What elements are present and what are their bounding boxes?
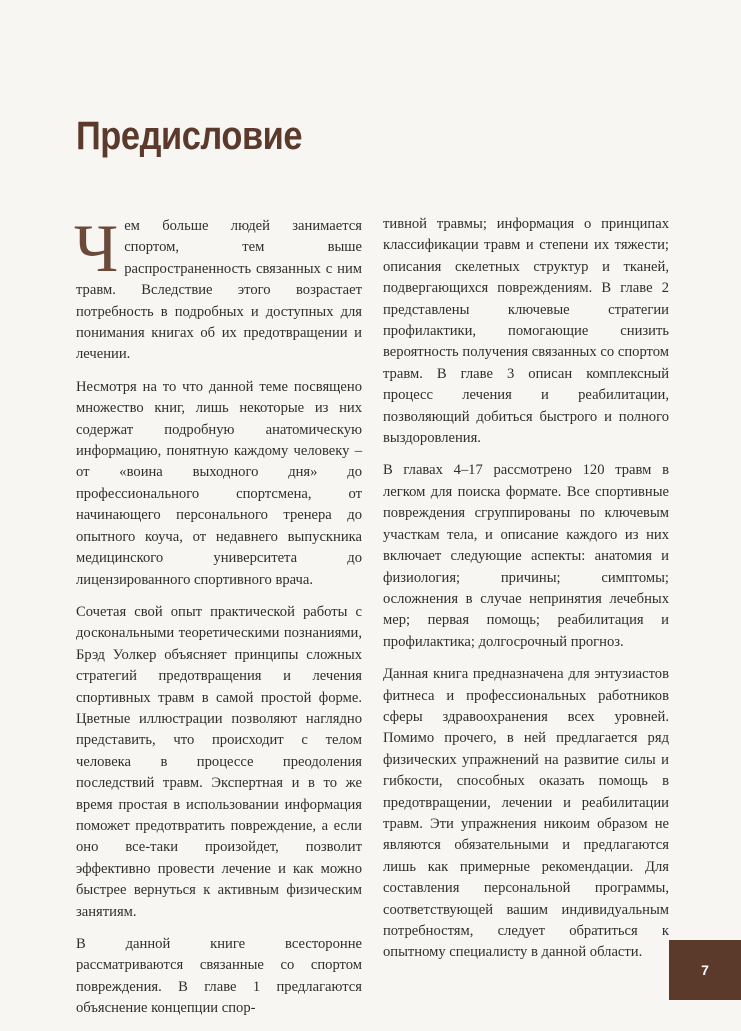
drop-cap: Ч	[74, 210, 119, 286]
paragraph-intro-text: ем больше людей занимается спортом, тем выше распространенность связанных с ним травм. Вследствие этого возрастает потребность в подробных и доступных для понимания книгах об их предотвращении и лечении.	[76, 218, 362, 363]
text-column-right	[383, 214, 669, 975]
page-number: 7	[701, 962, 709, 978]
text-column-left	[74, 210, 362, 1031]
paragraph: В главах 4–17 рассмотрено 120 травм в легком для поиска формате. Все спортивные повреждения сгруппированы по ключевым участкам тела, и описание каждого из них включает следующие аспекты: анатомия и физиология; причины; симптомы; осложнения в случае непринятия лечебных мер; первая помощь; реабилитация и профилактика; долгосрочный прогноз.	[383, 462, 669, 650]
paragraph: Данная книга предназначена для энтузиастов фитнеса и профессиональных работников сферы здравоохранения всех уровней. Помимо прочего, в ней предлагается ряд физических упражнений на развитие силы и гибкости, способных оказать помощь в предотвращении, лечении и реабилитации травм. Эти упражнения никоим образом не являются обязательными и предлагаются лишь как примерные рекомендации. Для составления персональной программы, соответствующей вашим индивидуальным потребностям, следует обратиться к опытному специалисту в данной области.	[383, 666, 669, 961]
page-number-tab	[669, 940, 741, 1000]
paragraph: Сочетая свой опыт практической работы с доскональными теоретическими познаниями, Брэд Уолкер объясняет принципы сложных стратегий предотвращения и лечения спортивных травм в самой простой форме. Цветные иллюстрации позволяют наглядно представить, что происходит с телом человека в процессе преодоления последствий травм. Экспертная и в то же время простая в использовании информация поможет предотвратить повреждение, а если оно все-таки произойдет, позволит эффективно провести лечение и как можно быстрее вернуться к активным физическим занятиям.	[76, 603, 362, 920]
paragraph-intro	[74, 210, 362, 366]
paragraph: В данной книге всесторонне рассматриваются связанные со спортом повреждения. В главе 1 предлагаются объяснение концепции спор-	[76, 936, 362, 1017]
paragraph: Несмотря на то что данной теме посвящено множество книг, лишь некоторые из них содержат подробную анатомическую информацию, понятную каждому человеку – от «воина выходного дня» до профессионального спортсмена, от начинающего персонального тренера до опытного коуча, от недавнего выпускника медицинского университета до лицензированного спортивного врача.	[76, 378, 362, 588]
paragraph: тивной травмы; информация о принципах классификации травм и степени их тяжести; описания скелетных структур и тканей, подвергающихся повреждениям. В главе 2 представлены ключевые стратегии профилактики, помогающие снизить вероятность получения связанных со спортом травм. В главе 3 описан комплексный процесс лечения и реабилитации, позволяющий добиться быстрого и полного выздоровления.	[383, 216, 669, 447]
page-title: Предисловие	[76, 114, 303, 158]
